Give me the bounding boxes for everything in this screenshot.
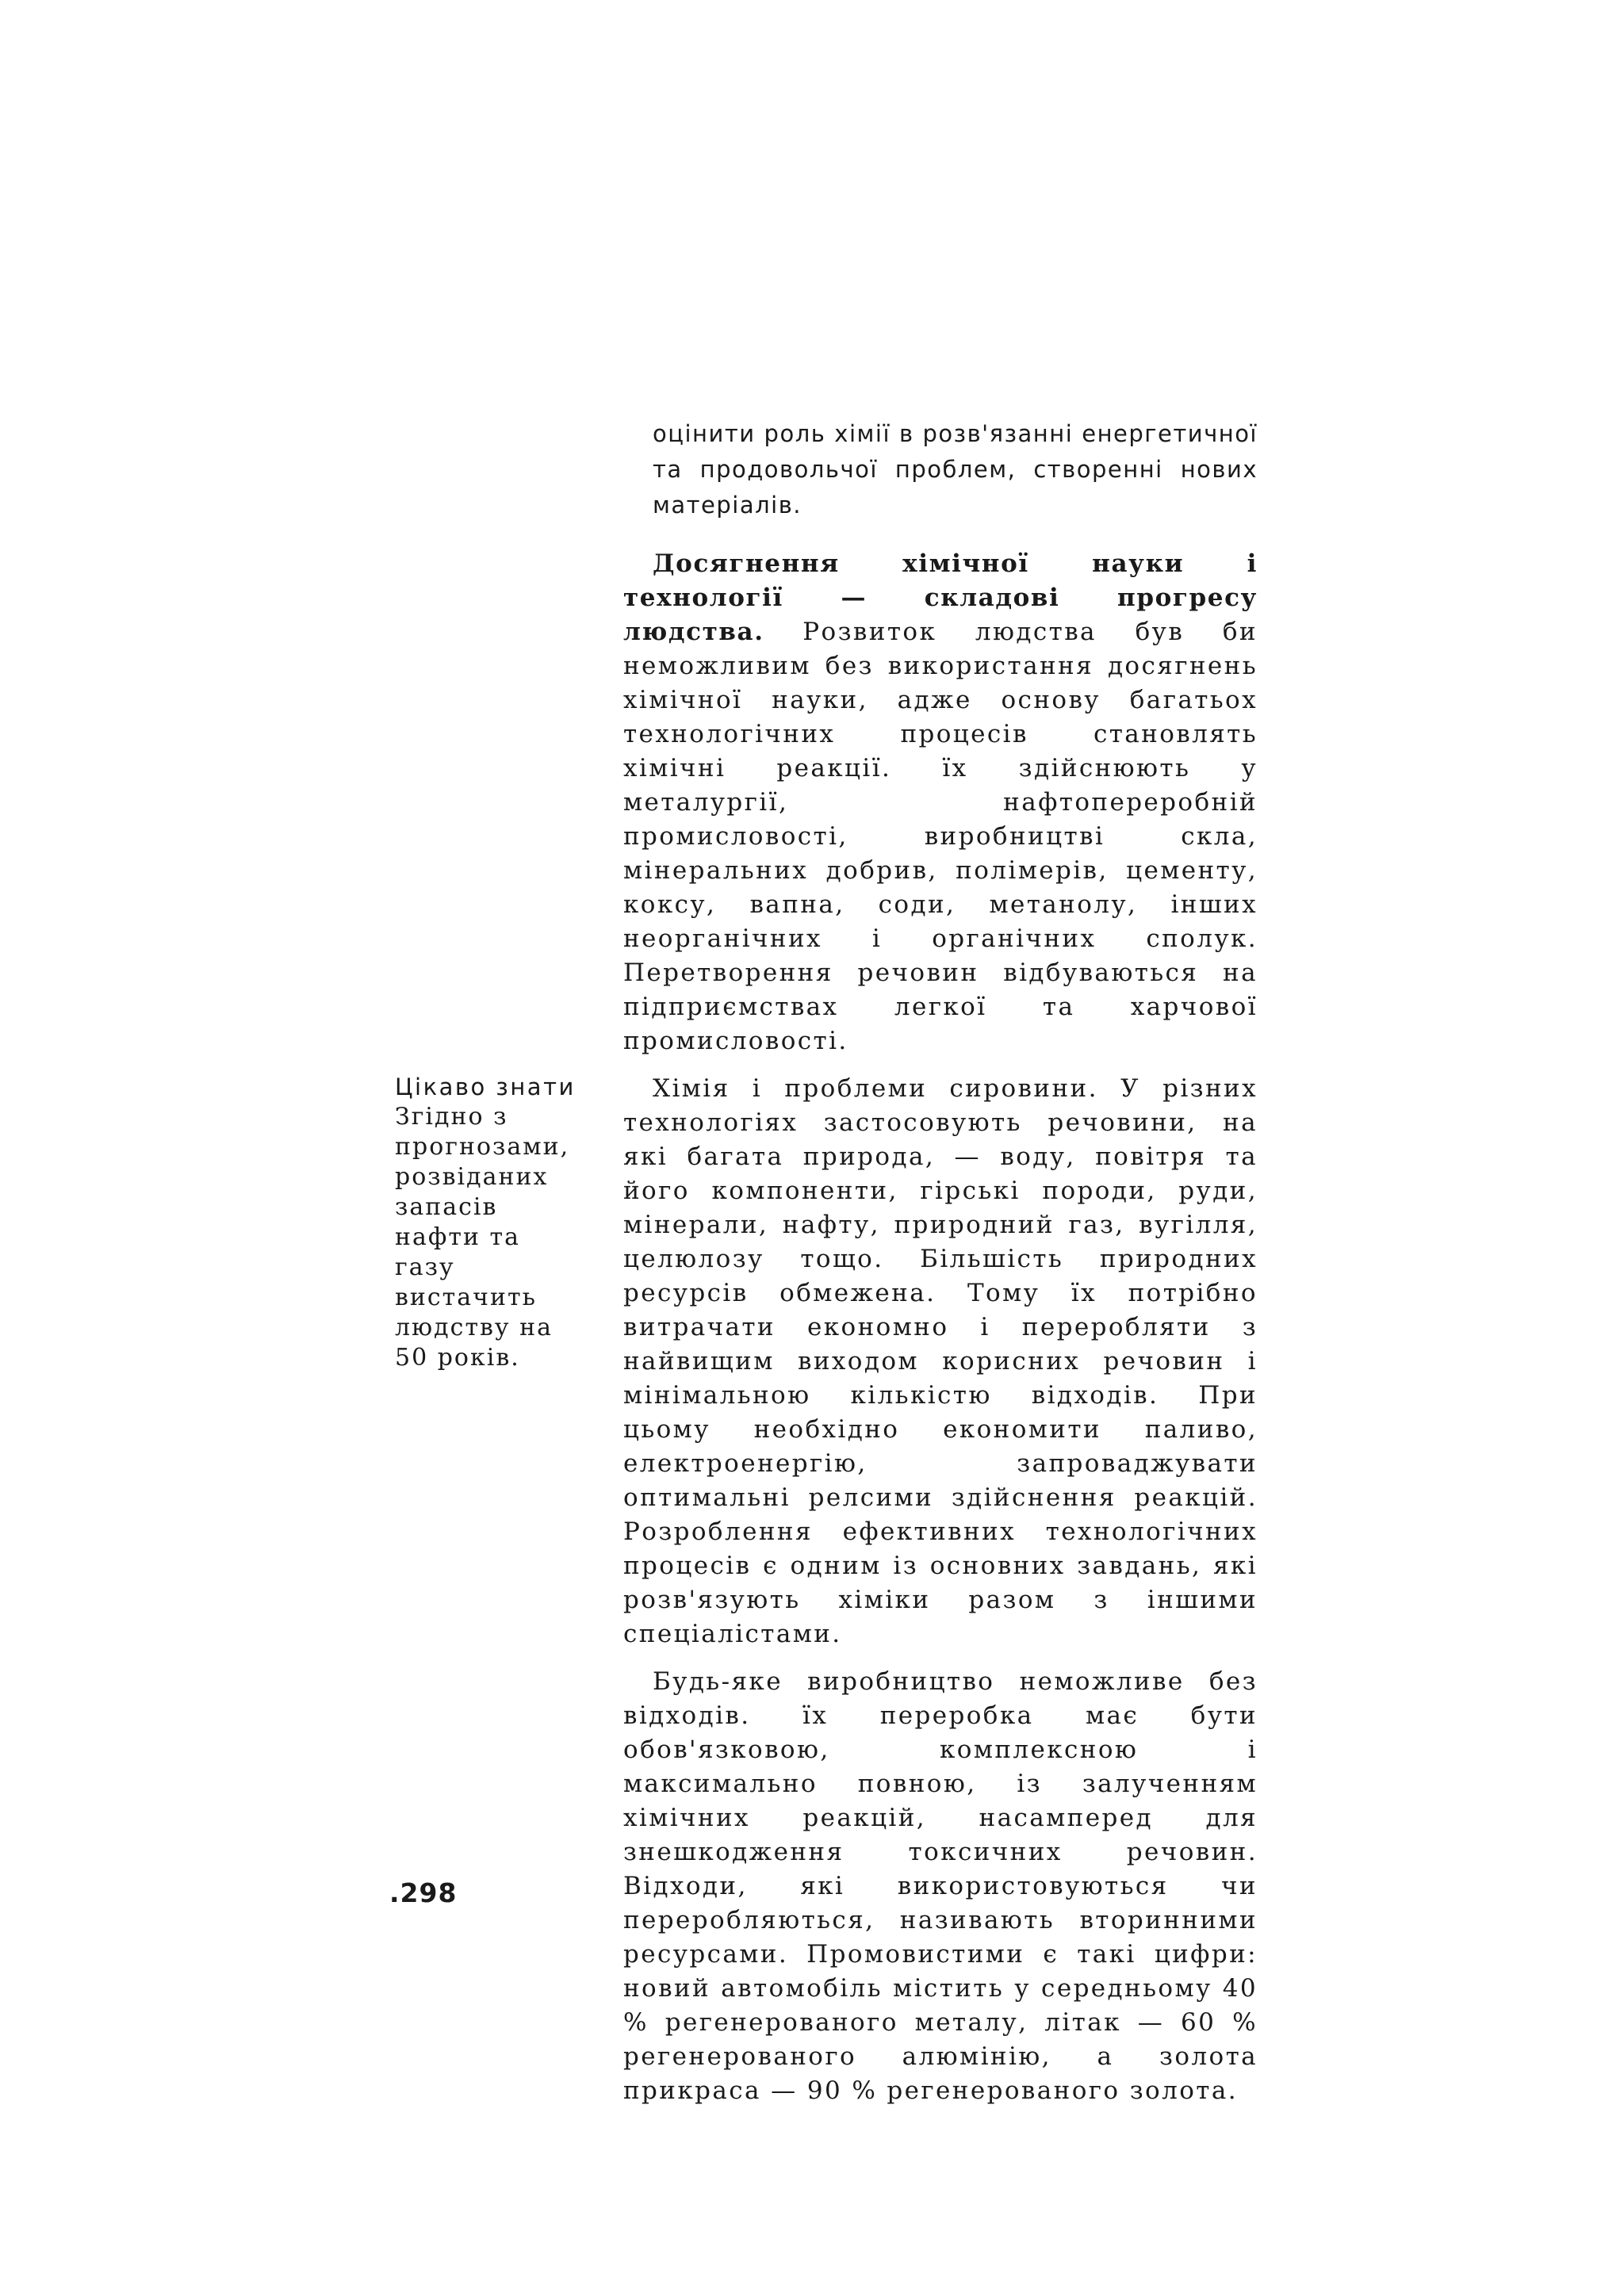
paragraph-achievements-body: Розвиток людства був би неможливим без використання досягнень хімічної науки, адже основу багатьох технологічних процесів становлять хімічні реакції. їх здійснюють у металургії, нафтопереробній промисловості, виробництві скла, мінеральних добрив, полімерів, цементу, коксу, вапна, соди, метанолу, інших неорганічних і органічних сполук. Перетворення речовин відбуваються на підприємствах легкої та харчової промисловості. — [623, 618, 1258, 1055]
did-you-know-sidebar — [395, 1072, 585, 1373]
sidebar-heading: Цікаво знати — [395, 1073, 576, 1100]
paragraph-achievements — [623, 547, 1258, 1058]
main-text — [623, 547, 1258, 2122]
section-heading: Досягнення хімічної науки і технології — складові прогресу людства. — [623, 549, 1258, 646]
paragraph-raw-materials: Хімія і проблеми сировини. У різних технологіях застосовують речовини, на які багата природа, — воду, повітря та його компоненти, гірські породи, руди, мінерали, нафту, природний газ, вугілля, целюлозу тощо. Більшість природних ресурсів обмежена. Тому їх потрібно витрачати економно і переробляти з найвищим виходом корисних речовин і мінімальною кількістю відходів. При цьому необхідно економити паливо, електроенергію, запроваджувати оптимальні релсими здійснення реакцій. Розроблення ефективних технологічних процесів є одним із основних завдань, які розв'язують хіміки разом з іншими спеціалістами. — [623, 1074, 1258, 1648]
intro-text: оцінити роль хімії в розв'язанні енергетичної та продовольчої проблем, створенні нових матеріалів. — [653, 420, 1258, 519]
paragraph-waste: Будь-яке виробництво неможливе без відходів. їх переробка має бути обов'язковою, комплексною і максимально повною, із залученням хімічних реакцій, насамперед для знешкодження токсичних речовин. Відходи, які використовуються чи переробляються, називають вторинними ресурсами. Промовистими є такі цифри: новий автомобіль містить у середньому 40 % регенерованого металу, літак — 60 % регенерованого алюмінію, а золота прикраса — 90 % регенерованого золота. — [623, 1667, 1258, 2105]
page-number: .298 — [389, 1877, 458, 1908]
sidebar-text: Згідно з прогнозами, розвіданих запасів нафти та газу вистачить людству на 50 років. — [395, 1103, 570, 1372]
